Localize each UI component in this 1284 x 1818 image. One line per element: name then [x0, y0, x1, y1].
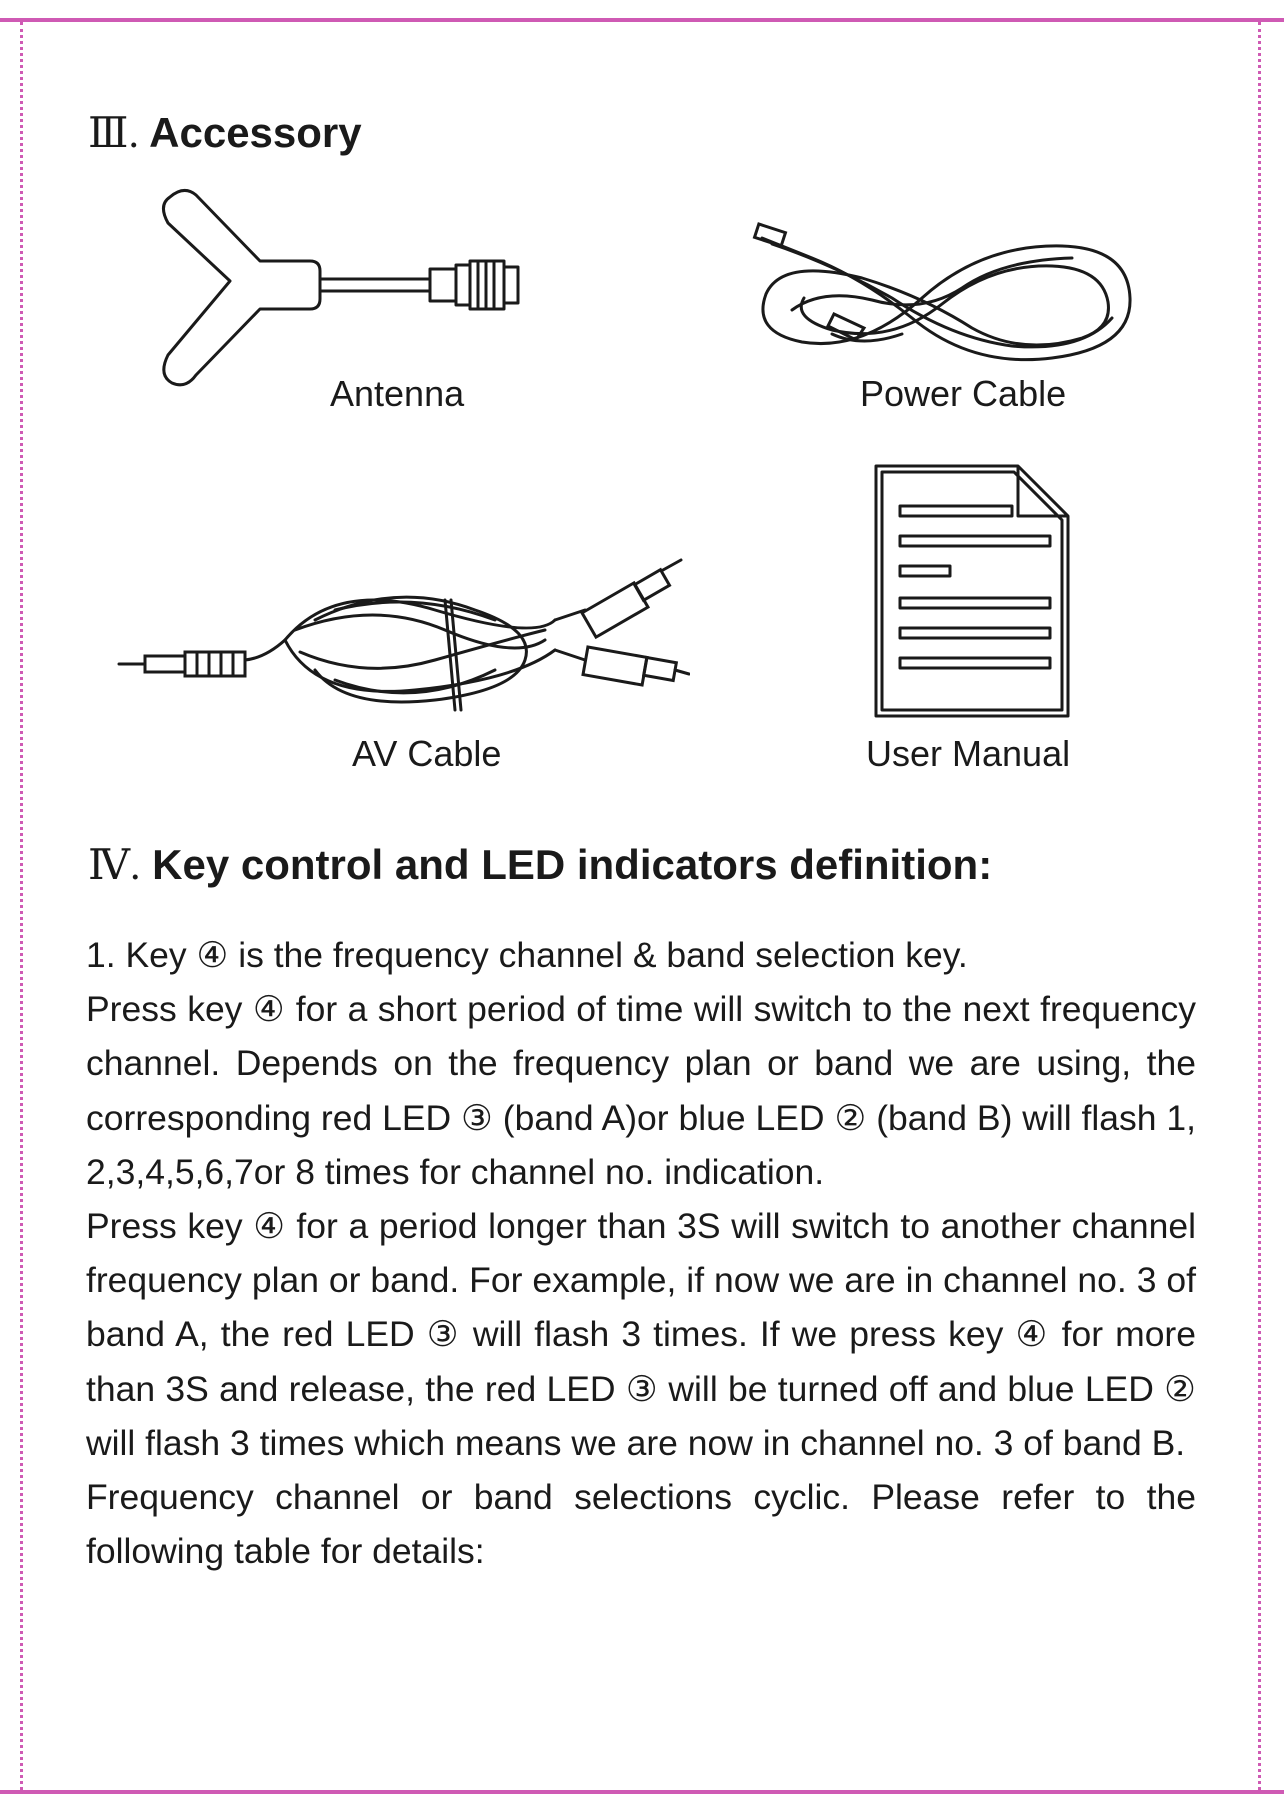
page-border-left — [20, 22, 23, 1790]
section-heading-key-control — [88, 840, 992, 890]
section-title: Key control and LED indicators definition: — [152, 841, 993, 888]
section-title: Accessory — [149, 109, 362, 156]
key-control-body — [86, 928, 1196, 1578]
accessory-caption-av-cable: AV Cable — [352, 733, 502, 774]
page-border-bottom — [0, 1790, 1284, 1794]
section-heading-accessory — [88, 108, 362, 158]
power-cable-illustration — [752, 218, 1142, 378]
accessory-caption-power-cable: Power Cable — [860, 373, 1067, 414]
paragraph-long-press: Press key ④ for a period longer than 3S will switch to another channel frequency plan or band. For example, if now we are in channel no. 3 of band A, the red LED ③ will flash 3 times. If we press key ④ for more than 3S and release, the red LED ③ will be turned off and blue LED ② will flash 3 times which means we are now in channel no. 3 of band B. — [86, 1206, 1196, 1463]
user-manual-illustration — [872, 462, 1072, 720]
paragraph-key-definition: 1. Key ④ is the frequency channel & band selection key. — [86, 935, 968, 975]
section-numeral: Ⅲ. — [88, 111, 140, 157]
paragraph-short-press: Press key ④ for a short period of time will switch to the next frequency channel. Depends on the frequency plan or band we are using, the corresponding red LED ③ (band A)or blue LED ② (band B) will flash 1, 2,3,4,5,6,7or 8 times for channel no. indication. — [86, 989, 1196, 1192]
paragraph-cyclic-selection: Frequency channel or band selections cyclic. Please refer to the following table for details: — [86, 1477, 1196, 1572]
page-border-right — [1258, 22, 1261, 1790]
page-border-top — [0, 18, 1284, 22]
av-cable-illustration — [115, 540, 690, 730]
accessory-caption-antenna: Antenna — [330, 373, 465, 414]
section-numeral: Ⅳ. — [88, 843, 141, 889]
accessory-caption-user-manual: User Manual — [866, 733, 1071, 774]
